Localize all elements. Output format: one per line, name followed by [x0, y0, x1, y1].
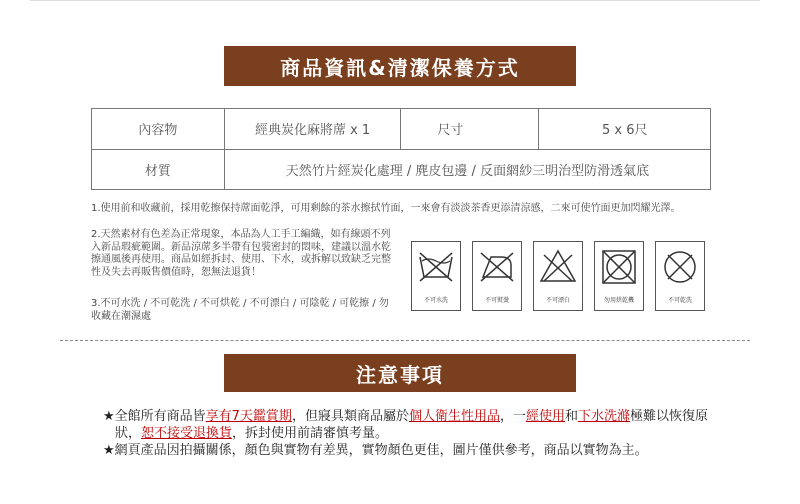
highlight-text: 享有7天鑑賞期 [205, 409, 292, 424]
care-icon-box [594, 241, 644, 311]
value-contents: 經典炭化麻將蓆 x 1 [224, 109, 400, 150]
note-1: 1.使用前和收藏前，採用乾擦保持蓆面乾淨，可用剩餘的茶水擦拭竹面，一來會有淡淡茶香更添清涼感，二來可使竹面更加閃耀光澤。 [91, 203, 681, 214]
highlight-text: 下水洗滌 [578, 409, 631, 424]
attention-text: ，但寢具類商品屬於 [291, 409, 409, 424]
no-iron-icon [477, 247, 517, 287]
attention-text: ，一 [499, 409, 526, 424]
top-divider [30, 0, 760, 1]
section-title-attention: 注意事項 [224, 354, 576, 392]
value-material: 天然竹片經炭化處理 / 麂皮包邊 / 反面網紗三明治型防滑透氣底 [224, 149, 710, 190]
care-icon-label: 勿用烘乾機 [603, 297, 634, 304]
care-icon-box [533, 241, 583, 311]
attention-text: 和 [565, 409, 579, 424]
no-dry-clean-icon [660, 247, 700, 287]
table-row [92, 109, 711, 150]
attention-line-1 [103, 408, 723, 442]
section-title-product-info: 商品資訊&清潔保養方式 [224, 46, 576, 86]
label-size: 尺寸 [401, 109, 539, 150]
attention-line-2: ★網頁產品因拍攝關係，顏色與實物有差異，實物顏色更佳，圖片僅供參考，商品以實物為主。 [103, 443, 648, 458]
care-icon-label: 不可熨燙 [484, 297, 509, 304]
no-bleach-icon [538, 247, 578, 287]
value-size: 5 x 6尺 [539, 109, 711, 150]
care-icon-label: 不可漂白 [545, 297, 570, 304]
care-icons [411, 241, 716, 311]
care-icon-box [472, 241, 522, 311]
care-icon-box [411, 241, 461, 311]
attention-text: ★全館所有商品皆 [103, 409, 206, 424]
dashed-divider [60, 340, 750, 341]
label-contents: 內容物 [92, 109, 225, 150]
no-wash-icon [416, 247, 456, 287]
note-2: 2.天然素材有色差為正常現象，本品為人工手工編織，如有線頭不列入新品瑕疵範圍。新品涼蓆多半帶有包裝密封的悶味，建議以溫水乾擦通風後再使用。商品如經拆封、使用、下水，或拆解以致缺乏完整性及失去再販售價值時，恕無法退貨！ [91, 229, 391, 278]
attention-notes [103, 408, 723, 459]
care-icon-label: 不可水洗 [423, 297, 448, 304]
highlight-text: 個人衛生性用品 [408, 409, 500, 424]
care-icon-box [655, 241, 705, 311]
care-icon-label: 不可乾洗 [667, 297, 692, 304]
note-3: 3.不可水洗 / 不可乾洗 / 不可烘乾 / 不可漂白 / 可陰乾 / 可乾擦 / 勿收藏在潮濕處 [91, 298, 389, 322]
attention-text: 極難以恢復原狀， [115, 409, 709, 441]
table-row [92, 149, 711, 190]
spec-table [91, 108, 711, 190]
highlight-text: 恕不接受退換貨 [141, 426, 233, 441]
highlight-text: 經使用 [525, 409, 565, 424]
no-tumble-dry-icon [599, 247, 639, 287]
attention-text: ，拆封使用前請審慎考量。 [232, 426, 389, 441]
label-material: 材質 [92, 149, 225, 190]
